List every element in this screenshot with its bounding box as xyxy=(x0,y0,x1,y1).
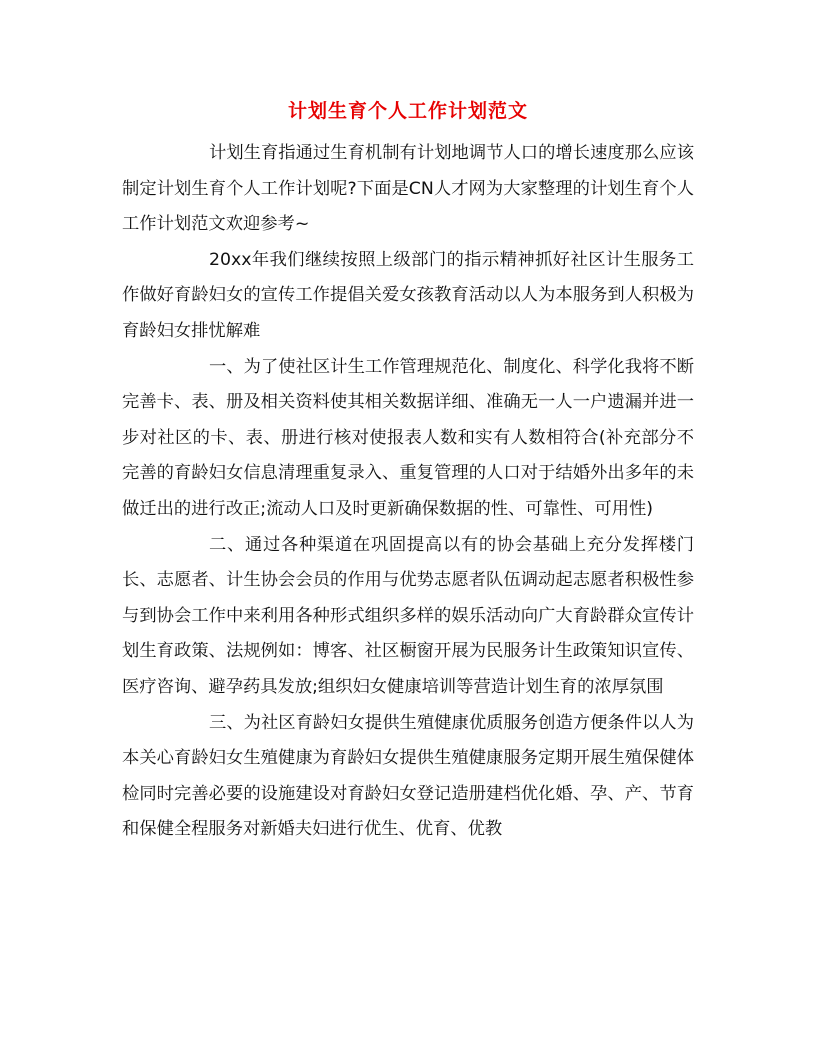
paragraph-intro: 计划生育指通过生育机制有计划地调节人口的增长速度那么应该制定计划生育个人工作计划呢?下面是CN人才网为大家整理的计划生育个人工作计划范文欢迎参考~ xyxy=(122,143,694,235)
document-body xyxy=(122,136,694,848)
paragraph-item-3: 三、为社区育龄妇女提供生殖健康优质服务创造方便条件以人为本关心育龄妇女生殖健康为育龄妇女提供生殖健康服务定期开展生殖保健体检同时完善必要的设施建设对育龄妇女登记造册建档优化婚、孕、产、节育和保健全程服务对新婚夫妇进行优生、优育、优教 xyxy=(122,712,694,840)
paragraph-overview: 20xx年我们继续按照上级部门的指示精神抓好社区计生服务工作做好育龄妇女的宣传工作提倡关爱女孩教育活动以人为本服务到人积极为育龄妇女排忧解难 xyxy=(122,249,694,341)
document-title: 计划生育个人工作计划范文 xyxy=(287,100,528,122)
paragraph-item-2: 二、通过各种渠道在巩固提高以有的协会基础上充分发挥楼门长、志愿者、计生协会会员的作用与优势志愿者队伍调动起志愿者积极性参与到协会工作中来利用各种形式组织多样的娱乐活动向广大育龄群众宣传计划生育政策、法规例如：博客、社区橱窗开展为民服务计生政策知识宣传、医疗咨询、避孕药具发放;组织妇女健康培训等营造计划生育的浓厚氛围 xyxy=(122,534,694,697)
paragraph-item-1: 一、为了使社区计生工作管理规范化、制度化、科学化我将不断完善卡、表、册及相关资料使其相关数据详细、准确无一人一户遗漏并进一步对社区的卡、表、册进行核对使报表人数和实有人数相符合(补充部分不完善的育龄妇女信息清理重复录入、重复管理的人口对于结婚外出多年的未做迁出的进行改正;流动人口及时更新确保数据的性、可靠性、可用性) xyxy=(122,356,694,519)
